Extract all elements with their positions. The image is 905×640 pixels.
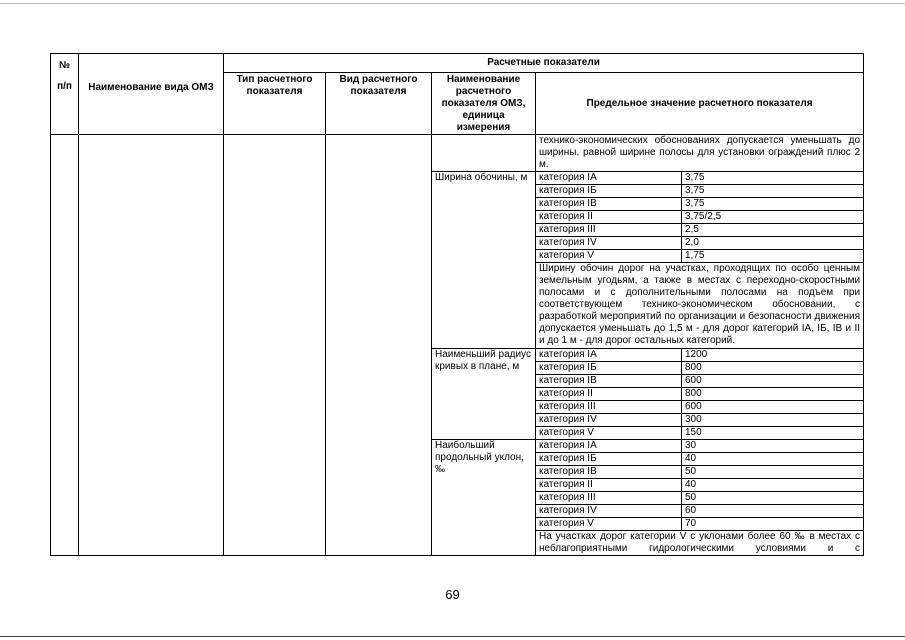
radius-val-1: 1200 bbox=[682, 349, 864, 362]
scan-edge-bottom bbox=[0, 636, 905, 637]
slope-val-7: 70 bbox=[682, 518, 864, 531]
slope-val-1: 30 bbox=[682, 440, 864, 453]
num-label: № bbox=[58, 60, 71, 71]
shoulder-cat-6: категория IV bbox=[536, 237, 682, 250]
radius-val-5: 600 bbox=[682, 401, 864, 414]
num-label-2: п/п bbox=[57, 81, 72, 92]
radius-cat-2: категория IБ bbox=[536, 362, 682, 375]
shoulder-val-6: 2,0 bbox=[682, 237, 864, 250]
shoulder-cat-2: категория IБ bbox=[536, 185, 682, 198]
continued-indicator-cell bbox=[432, 135, 536, 172]
page-number: 69 bbox=[445, 587, 460, 602]
scan-edge-top bbox=[0, 3, 905, 4]
name-header: Наименование вида ОМЗ bbox=[79, 54, 224, 135]
shoulder-cat-4: категория II bbox=[536, 211, 682, 224]
name-cell bbox=[79, 135, 224, 556]
shoulder-val-5: 2,5 bbox=[682, 224, 864, 237]
slope-cat-4: категория II bbox=[536, 479, 682, 492]
slope-val-3: 50 bbox=[682, 466, 864, 479]
radius-cat-5: категория III bbox=[536, 401, 682, 414]
slope-name: Наибольший продольный уклон, ‰ bbox=[432, 440, 536, 556]
slope-cat-5: категория III bbox=[536, 492, 682, 505]
shoulder-cat-3: категория IB bbox=[536, 198, 682, 211]
radius-cat-1: категория IA bbox=[536, 349, 682, 362]
shoulder-cat-5: категория III bbox=[536, 224, 682, 237]
radius-cat-3: категория IB bbox=[536, 375, 682, 388]
indicator-header: Наименование расчетного показателя ОМЗ, единица измерения bbox=[432, 73, 536, 135]
indicators-table bbox=[50, 53, 864, 556]
radius-cat-4: категория II bbox=[536, 388, 682, 401]
slope-val-5: 50 bbox=[682, 492, 864, 505]
shoulder-note: Ширину обочин дорог на участках, проходящих по особо ценным земельным угодьям, а также в местах с переходно-скоростными полосами и с дополнительными полосами на подъем при соответствующем технико-экономическом обосновании, с разработкой мероприятий по организации и безопасности движения допускается уменьшать до 1,5 м - для дорог категорий IA, IБ, IB и II и до 1 м - для дорог остальных категорий. bbox=[536, 263, 864, 349]
shoulder-val-1: 3,75 bbox=[682, 172, 864, 185]
radius-name: Наименьший радиус кривых в плане, м bbox=[432, 349, 536, 440]
kind-cell bbox=[326, 135, 432, 556]
slope-val-2: 40 bbox=[682, 453, 864, 466]
shoulder-val-2: 3,75 bbox=[682, 185, 864, 198]
shoulder-val-4: 3,75/2,5 bbox=[682, 211, 864, 224]
limit-header: Предельное значение расчетного показателя bbox=[536, 73, 864, 135]
radius-val-2: 800 bbox=[682, 362, 864, 375]
slope-cat-2: категория IБ bbox=[536, 453, 682, 466]
num-header bbox=[51, 54, 79, 135]
slope-val-4: 40 bbox=[682, 479, 864, 492]
kind-header: Вид расчетного показателя bbox=[326, 73, 432, 135]
slope-cat-6: категория IV bbox=[536, 505, 682, 518]
radius-cat-7: категория V bbox=[536, 427, 682, 440]
slope-cat-3: категория IB bbox=[536, 466, 682, 479]
shoulder-name: Ширина обочины, м bbox=[432, 172, 536, 349]
radius-val-4: 800 bbox=[682, 388, 864, 401]
type-cell bbox=[224, 135, 326, 556]
shoulder-cat-1: категория IA bbox=[536, 172, 682, 185]
slope-val-6: 60 bbox=[682, 505, 864, 518]
radius-cat-6: категория IV bbox=[536, 414, 682, 427]
num-cell bbox=[51, 135, 79, 556]
radius-val-3: 600 bbox=[682, 375, 864, 388]
slope-cat-1: категория IA bbox=[536, 440, 682, 453]
radius-val-6: 300 bbox=[682, 414, 864, 427]
shoulder-val-7: 1,75 bbox=[682, 250, 864, 263]
calc-group-header: Расчетные показатели bbox=[224, 54, 864, 73]
type-header: Тип расчетного показателя bbox=[224, 73, 326, 135]
shoulder-val-3: 3,75 bbox=[682, 198, 864, 211]
slope-cat-7: категория V bbox=[536, 518, 682, 531]
slope-note: На участках дорог категории V с уклонами более 60 ‰ в местах с неблагоприятными гидрологическими условиями и с bbox=[536, 531, 864, 556]
radius-val-7: 150 bbox=[682, 427, 864, 440]
shoulder-cat-7: категория V bbox=[536, 250, 682, 263]
continued-note: технико-экономических обоснованиях допускается уменьшать до ширины, равной ширине полосы для установки ограждений плюс 2 м. bbox=[536, 135, 864, 172]
